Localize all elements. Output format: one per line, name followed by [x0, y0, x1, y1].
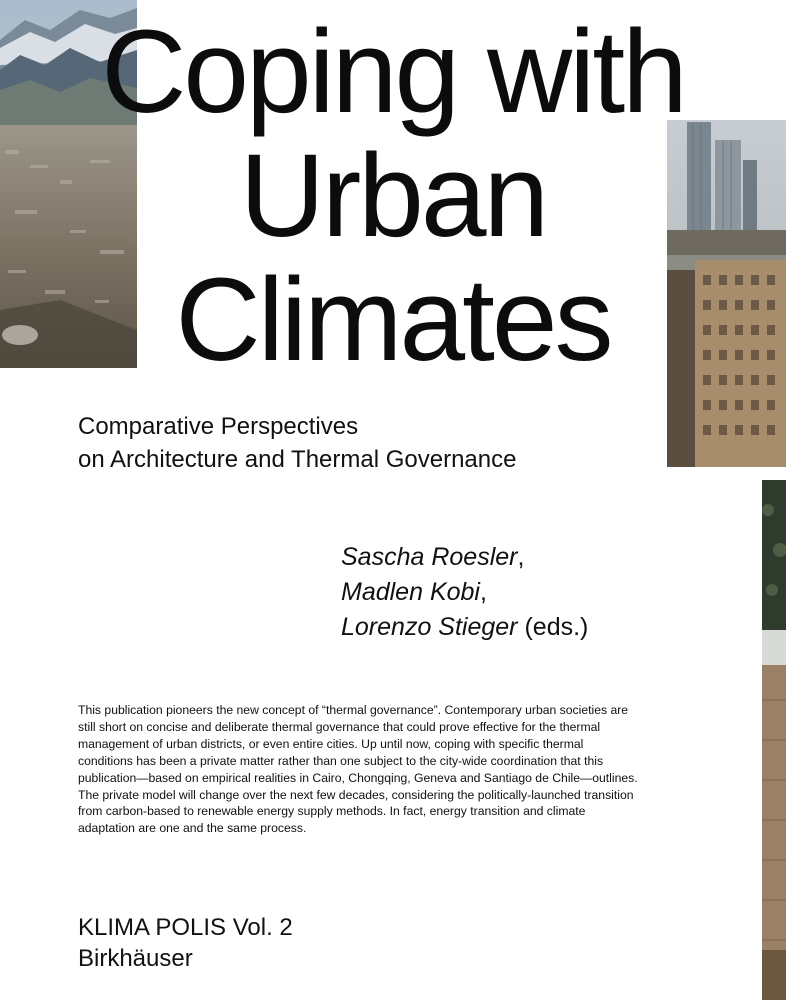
editor-name: Madlen Kobi — [341, 578, 480, 606]
publisher-name: Birkhäuser — [78, 945, 193, 972]
subtitle-line-1: Comparative Perspectives — [78, 413, 359, 440]
subtitle-line-2: on Architecture and Thermal Governance — [78, 446, 517, 473]
title-line-3: Climates — [175, 254, 611, 386]
editor-3 — [341, 610, 741, 645]
editor-1 — [341, 540, 741, 575]
editor-suffix: (eds.) — [517, 613, 589, 641]
title-line-2: Urban — [239, 130, 547, 262]
cover-photo-tree-wall — [762, 480, 786, 1000]
editor-2 — [341, 575, 741, 610]
editors-list — [341, 540, 741, 645]
title-line-1: Coping with — [101, 6, 685, 138]
editor-name: Sascha Roesler — [341, 543, 518, 571]
book-description: This publication pioneers the new concept of “thermal governance”. Contemporary urban societies are still short on concise and deliberate thermal governance that could prove effective for the thermal management of urban districts, or even entire cities. Up until now, coping with specific thermal conditions has been a private matter rather than one subject to the city-wide coordination that this publication—based on empirical realities in Cairo, Chongqing, Geneva and Santiago de Chile—outlines. The private model will change over the next few decades, considering the politically-launched transition from carbon-based to renewable energy supply methods. In fact, energy transition and climate adaptation are one and the same process. — [78, 703, 638, 836]
editor-name: Lorenzo Stieger — [341, 613, 518, 641]
book-subtitle — [78, 410, 638, 476]
editor-suffix: , — [517, 543, 525, 571]
publisher-block — [78, 912, 478, 974]
series-name: KLIMA POLIS Vol. 2 — [78, 914, 293, 941]
editor-suffix: , — [479, 578, 487, 606]
book-title — [0, 6, 786, 386]
